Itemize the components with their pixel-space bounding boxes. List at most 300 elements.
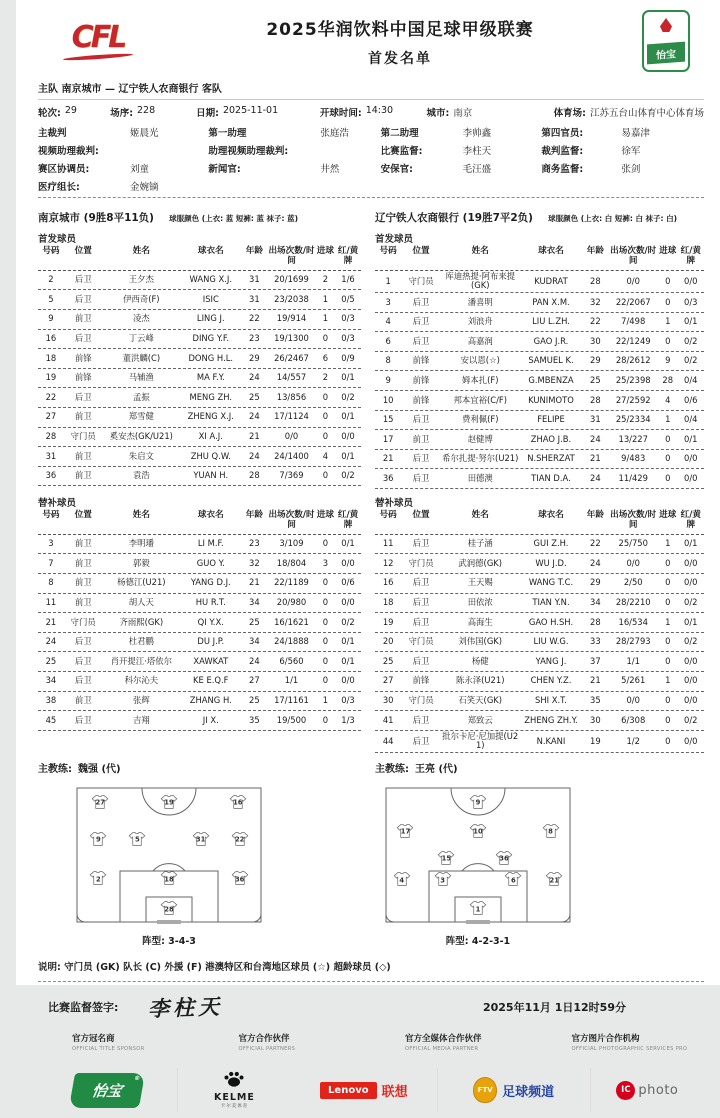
player-cell: 7/369 xyxy=(279,470,304,481)
sponsor-category: 官方全媒体合作伙伴 OFFICIAL MEDIA PARTNER xyxy=(405,1034,482,1052)
player-cell: 守门员 xyxy=(70,616,96,627)
player-shirt-5: 5 xyxy=(129,831,146,846)
sponsor-category: 官方合作伙伴 OFFICIAL PARTNERS xyxy=(238,1034,296,1052)
player-cell: 0/0 xyxy=(684,735,698,746)
player-cell: 0 xyxy=(665,275,671,286)
team-headers xyxy=(38,206,704,225)
player-cell: 前锋 xyxy=(412,675,430,686)
player-cell: 0/1 xyxy=(341,538,355,549)
player-cell: 守门员 xyxy=(408,694,434,705)
column-header: 姓名 xyxy=(132,510,150,520)
column-header: 年龄 xyxy=(245,510,263,520)
player-cell: 6 xyxy=(322,352,329,363)
player-cell: 后卫 xyxy=(412,655,430,666)
player-cell: 0/1 xyxy=(341,655,355,666)
player-cell: 3 xyxy=(48,538,54,549)
player-cell: CHEN Y.Z. xyxy=(530,675,572,686)
player-cell: 守门员 xyxy=(408,636,434,647)
player-cell: 武润德(GK) xyxy=(458,557,503,568)
player-row xyxy=(38,711,361,731)
player-cell: 28 xyxy=(249,470,260,481)
player-cell: 袁浩 xyxy=(132,470,150,481)
player-cell: 0/1 xyxy=(684,616,698,627)
column-header: 进球 xyxy=(659,510,677,520)
player-cell: 潘喜明 xyxy=(467,296,493,307)
table-body xyxy=(375,535,704,753)
player-row xyxy=(375,313,704,333)
signature-datetime: 2025年11月 1日12时59分 xyxy=(482,1001,626,1014)
officials-row xyxy=(38,143,704,157)
player-cell: 凌杰 xyxy=(132,313,150,324)
player-cell: 41 xyxy=(382,714,394,725)
column-header: 年龄 xyxy=(586,510,604,520)
column-header: 球衣名 xyxy=(538,510,564,520)
column-header: 球衣名 xyxy=(197,510,224,520)
player-cell: 费利佩(F) xyxy=(462,414,499,425)
away-coach: 主教练: 王亮 (代) xyxy=(375,764,458,775)
player-cell: 30 xyxy=(382,694,394,705)
player-cell: 34 xyxy=(590,597,601,607)
player-row xyxy=(38,369,361,389)
player-cell: 24 xyxy=(590,472,601,483)
column-header: 号码 xyxy=(379,510,397,520)
player-cell: ZHU Q.W. xyxy=(190,450,231,461)
player-cell: GAO H.SH. xyxy=(528,616,574,627)
divider xyxy=(38,981,704,982)
player-cell: KE E.Q.F xyxy=(193,675,229,686)
player-cell: 29 xyxy=(590,355,601,366)
player-cell: TIAN D.A. xyxy=(531,472,571,483)
player-cell: G.MBENZA xyxy=(528,374,574,385)
player-cell: 伊西奇(F) xyxy=(123,293,160,304)
player-row xyxy=(375,731,704,753)
player-cell: YANG J. xyxy=(535,655,567,666)
player-row xyxy=(38,467,361,487)
player-cell: 批尔卡尼·尼加提(U21) xyxy=(442,730,519,751)
header xyxy=(38,10,704,72)
column-header: 进球 xyxy=(659,246,677,256)
player-cell: 19/914 xyxy=(276,313,307,324)
player-cell: ZHENG ZH.Y. xyxy=(524,714,578,725)
away-team-name: 辽宁铁人农商银行 (19胜7平2负) xyxy=(375,212,533,224)
player-cell: SAMUEL K. xyxy=(528,355,574,366)
player-cell: 杨健 xyxy=(471,655,489,666)
player-cell: 后卫 xyxy=(412,577,430,588)
player-cell: 11 xyxy=(382,538,394,549)
player-cell: 11 xyxy=(45,597,57,607)
player-cell: 李明璠 xyxy=(128,538,154,549)
player-cell: 1 xyxy=(665,316,671,327)
player-cell: 1 xyxy=(322,313,329,324)
player-cell: 18 xyxy=(382,597,394,607)
player-cell: QI Y.X. xyxy=(197,616,224,627)
player-row xyxy=(375,469,704,489)
player-cell: 0/0 xyxy=(341,675,355,686)
player-cell: 29 xyxy=(249,352,260,363)
player-cell: 后卫 xyxy=(412,597,430,607)
player-cell: 33 xyxy=(590,636,601,647)
sponsor-logos xyxy=(38,1062,704,1118)
player-cell: 后卫 xyxy=(74,274,92,285)
column-header: 红/黄牌 xyxy=(337,510,359,530)
player-cell: TIAN Y.N. xyxy=(532,597,570,607)
player-cell: KUDRAT xyxy=(534,275,568,286)
player-cell: 前卫 xyxy=(74,411,92,422)
player-row xyxy=(38,310,361,330)
player-cell: 0 xyxy=(322,675,329,686)
player-cell: 7/498 xyxy=(621,316,646,327)
player-shirt-28: 28 xyxy=(161,901,178,916)
column-header: 位置 xyxy=(412,246,430,256)
player-cell: 20/1699 xyxy=(274,274,309,285)
player-cell: HU R.T. xyxy=(195,597,226,607)
home-team-header xyxy=(38,206,371,225)
column-header: 姓名 xyxy=(471,510,489,520)
player-cell: 肖开提江·塔依尔 xyxy=(110,655,172,666)
player-cell: 19 xyxy=(382,616,394,627)
away-kit-colors: 球服颜色 (上衣: 白 短裤: 白 袜子: 白) xyxy=(548,214,678,223)
player-cell: 25 xyxy=(590,374,601,385)
player-cell: 2 xyxy=(322,372,329,383)
player-cell: 24 xyxy=(249,655,260,666)
player-cell: 17/1161 xyxy=(274,694,309,705)
player-cell: 0/6 xyxy=(341,577,355,588)
yibao-footer-logo xyxy=(38,1068,178,1112)
column-header: 年龄 xyxy=(586,246,604,256)
kickoff-field: 开球时间: 14:30 xyxy=(319,105,394,119)
player-cell: 后卫 xyxy=(74,333,92,343)
fourth-official-field: 第四官员: 易嘉津 xyxy=(541,128,650,139)
player-cell: 王天赐 xyxy=(467,577,493,588)
player-cell: 0/3 xyxy=(341,313,355,324)
player-cell: SHI X.T. xyxy=(535,694,567,705)
away-starters-table xyxy=(371,245,704,489)
player-cell: 31 xyxy=(249,274,260,285)
player-cell: 1/1 xyxy=(626,655,640,666)
player-row xyxy=(375,711,704,731)
player-row xyxy=(38,388,361,408)
match-supervisor-field: 比赛监督: 李柱天 xyxy=(380,146,492,157)
player-cell: 22 xyxy=(45,391,57,402)
player-cell: 0/0 xyxy=(684,557,698,568)
player-cell: 19/1300 xyxy=(274,333,309,343)
player-cell: 0 xyxy=(665,296,671,307)
player-cell: 安以恩(☆) xyxy=(460,355,500,366)
player-shirt-3: 3 xyxy=(434,872,451,887)
player-shirt-21: 21 xyxy=(546,872,563,887)
player-cell: 19 xyxy=(590,735,601,746)
player-cell: 36 xyxy=(45,470,57,481)
player-cell: 0 xyxy=(322,538,329,549)
player-cell: 1 xyxy=(665,538,671,549)
player-cell: 0 xyxy=(665,694,671,705)
player-cell: 吉翔 xyxy=(132,714,150,725)
player-cell: 22/1249 xyxy=(615,335,651,346)
column-header: 红/黄牌 xyxy=(337,246,359,266)
player-cell: 30 xyxy=(590,714,601,725)
player-cell: 0 xyxy=(665,714,671,725)
player-cell: 后卫 xyxy=(412,735,430,746)
player-cell: 0/1 xyxy=(341,636,355,647)
referee-supervisor-field: 裁判监督: 徐军 xyxy=(541,146,641,157)
player-row xyxy=(375,411,704,431)
divider xyxy=(38,197,704,198)
column-header: 进球 xyxy=(316,510,334,520)
player-cell: 23 xyxy=(249,538,260,549)
player-cell: 22/2067 xyxy=(615,296,651,307)
player-cell: GUI Z.H. xyxy=(533,538,569,549)
player-cell: 0/2 xyxy=(684,335,698,346)
player-cell: 0 xyxy=(322,655,329,666)
player-cell: 13/227 xyxy=(618,433,648,444)
player-cell: 3/109 xyxy=(279,538,304,549)
player-cell: 杜君鹏 xyxy=(128,636,154,647)
player-cell: 23 xyxy=(249,333,260,343)
table-header xyxy=(375,509,704,535)
player-cell: 25 xyxy=(249,616,260,627)
player-cell: 44 xyxy=(382,735,394,746)
player-cell: 前锋 xyxy=(74,372,92,383)
player-cell: 10 xyxy=(382,394,394,405)
column-header: 姓名 xyxy=(471,246,489,256)
officials xyxy=(38,125,704,193)
player-cell: 2 xyxy=(322,274,329,285)
player-cell: 0 xyxy=(665,557,671,568)
home-formation-label: 阵型: 3-4-3 xyxy=(142,936,196,947)
player-cell: 0/3 xyxy=(341,333,355,343)
player-cell: 4 xyxy=(665,394,671,405)
player-cell: WU J.D. xyxy=(535,557,567,568)
player-cell: 0/0 xyxy=(684,655,698,666)
player-cell: KUNIMOTO xyxy=(528,394,574,405)
home-starters-label: 首发球员 xyxy=(38,234,77,245)
supervisor-signature: 李柱天 xyxy=(148,993,224,1022)
cfl-logo-text: CFL xyxy=(71,20,125,55)
kelme-logo xyxy=(178,1068,291,1112)
player-cell: 董洪麟(C) xyxy=(122,352,161,363)
player-cell: 32 xyxy=(249,557,260,568)
player-cell: 1 xyxy=(322,694,329,705)
player-shirt-36: 36 xyxy=(496,850,513,865)
player-cell: 后卫 xyxy=(412,472,430,483)
player-cell: 16 xyxy=(382,577,394,588)
player-cell: 前卫 xyxy=(74,577,92,588)
player-cell: 前卫 xyxy=(74,597,92,607)
player-cell: 0/2 xyxy=(684,636,698,647)
assistant1-field: 第一助理 张庭浩 xyxy=(208,128,349,139)
player-cell: 25 xyxy=(249,391,260,402)
player-cell: 9 xyxy=(385,374,391,385)
player-shirt-4: 4 xyxy=(393,872,410,887)
player-cell: 郭毅 xyxy=(132,557,150,568)
player-cell: 20/980 xyxy=(276,597,307,607)
player-cell: 0/0 xyxy=(341,597,355,607)
subs-labels xyxy=(38,489,704,509)
player-cell: 0 xyxy=(322,577,329,588)
player-cell: 1/2 xyxy=(626,735,640,746)
player-shirt-2: 2 xyxy=(90,871,107,886)
player-cell: 25/2334 xyxy=(615,414,651,425)
player-cell: 27/2592 xyxy=(615,394,651,405)
football-channel-text: 足球频道 xyxy=(502,1084,555,1100)
player-cell: 15 xyxy=(382,414,394,425)
lenovo-logo-text: Lenovo xyxy=(320,1082,377,1099)
player-cell: 17 xyxy=(382,433,394,444)
player-cell: 1/6 xyxy=(341,274,355,285)
player-cell: 32 xyxy=(590,296,601,307)
matchup-line: 主队 南京城市 — 辽宁铁人农商银行 客队 xyxy=(38,84,222,95)
player-cell: 邦本宜裕(C/F) xyxy=(453,394,508,405)
player-row xyxy=(38,271,361,291)
player-cell: 25 xyxy=(45,655,57,666)
player-row xyxy=(375,450,704,470)
player-cell: 9 xyxy=(48,313,54,324)
player-cell: 库迪热提·阿布来提(GK) xyxy=(445,270,516,291)
coach-row xyxy=(38,760,704,775)
player-cell: 0/5 xyxy=(341,293,355,304)
player-cell: 6 xyxy=(385,335,391,346)
player-cell: 28/2612 xyxy=(615,355,651,366)
ic-circle-icon: IC xyxy=(616,1081,635,1100)
player-cell: 后卫 xyxy=(74,675,92,686)
player-cell: 38 xyxy=(45,694,57,705)
player-row xyxy=(375,692,704,712)
player-cell: 24 xyxy=(45,636,57,647)
player-cell: WANG T.C. xyxy=(528,577,574,588)
player-cell: LIU L.ZH. xyxy=(532,316,570,327)
player-cell: 前卫 xyxy=(412,433,430,444)
player-cell: 31 xyxy=(249,293,260,304)
player-cell: 0/2 xyxy=(684,714,698,725)
player-cell: 22 xyxy=(590,538,601,549)
player-cell: N.KANI xyxy=(536,735,566,746)
player-cell: 9 xyxy=(665,355,671,366)
lenovo-cn-text: 联想 xyxy=(381,1084,408,1100)
player-cell: 21 xyxy=(382,453,394,464)
player-cell: 王夕杰 xyxy=(128,274,154,285)
player-cell: 0/1 xyxy=(341,450,355,461)
player-cell: 0/1 xyxy=(341,372,355,383)
player-cell: 26/2467 xyxy=(274,352,309,363)
player-cell: LI M.F. xyxy=(197,538,224,549)
player-cell: 高海生 xyxy=(467,616,493,627)
player-shirt-36: 36 xyxy=(231,871,248,886)
player-cell: FELIPE xyxy=(537,414,565,425)
player-cell: 后卫 xyxy=(412,296,430,307)
away-formation xyxy=(371,787,704,947)
yibao-flag: 怡宝 ® xyxy=(69,1073,145,1108)
player-cell: 前锋 xyxy=(74,352,92,363)
player-cell: 0/0 xyxy=(284,430,299,441)
player-shirt-15: 15 xyxy=(438,850,455,865)
football-channel-badge-icon: FTV xyxy=(473,1077,497,1103)
yibao-logo xyxy=(642,10,690,72)
player-cell: 18 xyxy=(45,352,57,363)
player-cell: 29 xyxy=(590,577,601,588)
player-cell: N.SHERZAT xyxy=(527,453,575,464)
home-kit-colors: 球服颜色 (上衣: 蓝 短裤: 蓝 袜子: 蓝) xyxy=(169,214,299,223)
player-row xyxy=(375,594,704,614)
player-cell: 24 xyxy=(249,450,260,461)
player-cell: 35 xyxy=(590,694,601,705)
player-cell: 3 xyxy=(385,296,391,307)
player-row xyxy=(375,613,704,633)
column-header: 位置 xyxy=(412,510,430,520)
player-row xyxy=(38,633,361,653)
home-pitch xyxy=(76,787,262,923)
subs-tables xyxy=(38,509,704,753)
player-cell: 郑雪健 xyxy=(128,411,154,422)
cfl-league-logo xyxy=(38,20,158,59)
stadium-field: 体育场: 江苏五台山体育中心体育场 xyxy=(553,108,704,119)
player-row xyxy=(38,672,361,692)
player-cell: 0 xyxy=(665,597,671,607)
referee-field: 主裁判 姬晨光 xyxy=(38,128,159,139)
league-title: 2025华润饮料中国足球甲级联赛 xyxy=(266,19,534,40)
player-cell: XI A.J. xyxy=(198,430,223,441)
player-cell: 1 xyxy=(665,616,671,627)
legend-note: 说明: 守门员 (GK) 队长 (C) 外援 (F) 港澳特区和台湾地区球员 (☆) 超龄球员 (◇) xyxy=(38,962,391,973)
player-cell: 6/560 xyxy=(279,655,304,666)
player-row xyxy=(375,332,704,352)
kelme-logo-subtext: 卡尔美体育 xyxy=(220,1104,249,1109)
player-cell: 奚安杰(GK/U21) xyxy=(109,430,173,441)
player-cell: 0 xyxy=(665,335,671,346)
player-cell: 后卫 xyxy=(412,453,430,464)
player-row xyxy=(38,290,361,310)
away-team-header xyxy=(371,206,704,225)
player-cell: JI X. xyxy=(202,714,219,725)
player-cell: 0 xyxy=(322,714,329,725)
player-cell: 23/2038 xyxy=(274,293,309,304)
player-row xyxy=(375,554,704,574)
player-cell: YANG D.J. xyxy=(190,577,231,588)
player-cell: 0/9 xyxy=(341,352,355,363)
player-cell: 后卫 xyxy=(412,714,430,725)
player-cell: 刘伟国(GK) xyxy=(458,636,503,647)
player-cell: 0/1 xyxy=(341,411,355,422)
player-cell: 0 xyxy=(322,470,329,481)
player-cell: 22/1189 xyxy=(274,577,309,588)
date-field: 日期: 2025-11-01 xyxy=(196,105,279,119)
player-cell: 守门员 xyxy=(408,275,434,286)
player-cell: 21 xyxy=(45,616,57,627)
player-shirt-6: 6 xyxy=(505,872,522,887)
player-cell: 4 xyxy=(322,450,329,461)
player-cell: 25/750 xyxy=(618,538,648,549)
player-cell: ISIC xyxy=(202,293,219,304)
player-cell: 0/2 xyxy=(341,470,355,481)
player-shirt-8: 8 xyxy=(542,823,559,838)
press-officer-field: 新闻官: 井然 xyxy=(208,164,340,175)
player-cell: 前卫 xyxy=(74,694,92,705)
player-cell: 0/0 xyxy=(626,694,640,705)
player-cell: 后卫 xyxy=(412,538,430,549)
player-cell: 35 xyxy=(249,714,260,725)
player-cell: 18/804 xyxy=(276,557,307,568)
column-header: 姓名 xyxy=(132,246,150,256)
player-cell: 24/1888 xyxy=(274,636,309,647)
player-cell: PAN X.M. xyxy=(532,296,570,307)
player-cell: 0 xyxy=(665,577,671,588)
player-row xyxy=(375,672,704,692)
player-cell: 0/0 xyxy=(684,453,698,464)
table-body xyxy=(38,271,361,487)
home-starters-table xyxy=(38,245,371,486)
yibao-drop-icon xyxy=(660,18,672,32)
player-shirt-17: 17 xyxy=(397,823,414,838)
player-cell: 守门员 xyxy=(70,430,96,441)
